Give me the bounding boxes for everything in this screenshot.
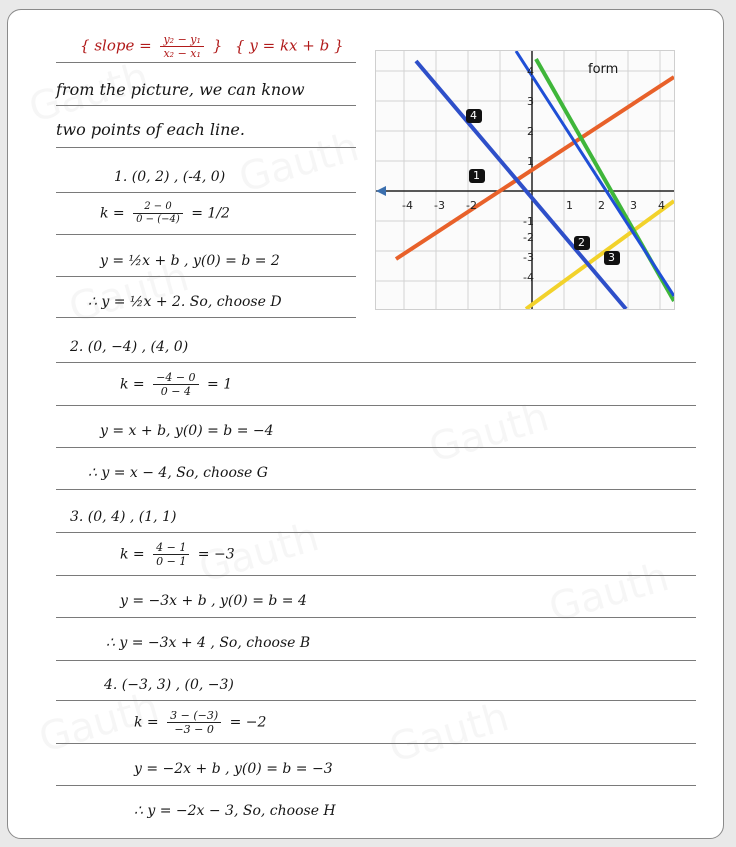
sol4-equation: y = −2x + b , y(0) = b = −3 (134, 761, 333, 777)
x-axis-arrow-icon (376, 186, 386, 196)
intro-line-1: from the picture, we can know (56, 80, 305, 99)
sol3-k-den: 0 − 1 (156, 555, 187, 568)
ruled-line (56, 700, 696, 701)
sol1-k-prefix: k = (100, 205, 125, 222)
ruled-line (56, 234, 356, 235)
sol1-conclusion: ∴ y = ½x + 2. So, choose D (88, 294, 282, 310)
y-tick: -3 (523, 251, 534, 264)
sol4-points: 4. (−3, 3) , (0, −3) (104, 677, 234, 693)
ruled-line (56, 192, 356, 193)
brace-open: { (80, 36, 90, 55)
marker-4: 4 (470, 109, 477, 122)
graph-top-label: form (588, 62, 619, 77)
sol2-k-num: −4 − 0 (153, 372, 198, 385)
x-tick: 4 (658, 199, 665, 212)
line-form: y = kx + b (249, 36, 330, 55)
ruled-line (56, 785, 696, 786)
ruled-line (56, 62, 356, 63)
x-tick: 1 (566, 199, 573, 212)
worksheet-page (7, 9, 724, 839)
ruled-line (56, 575, 696, 576)
watermark (384, 694, 514, 772)
marker-2: 2 (578, 236, 585, 249)
ruled-line (56, 362, 696, 363)
y-tick: 4 (527, 65, 534, 78)
sol1-points: 1. (0, 2) , (-4, 0) (114, 169, 226, 185)
marker-3: 3 (608, 251, 615, 264)
slope-denominator: x₂ − x₁ (163, 47, 201, 60)
y-tick: -1 (523, 215, 534, 228)
sol3-points: 3. (0, 4) , (1, 1) (70, 509, 177, 525)
ruled-line (56, 617, 696, 618)
x-tick: -3 (434, 199, 445, 212)
brace-close: } (212, 36, 223, 55)
sol2-slope (120, 372, 232, 397)
sol4-k-prefix: k = (134, 714, 159, 731)
ruled-line (56, 743, 696, 744)
sol2-k-prefix: k = (120, 376, 145, 393)
x-tick: -4 (402, 199, 413, 212)
x-tick: -2 (466, 199, 477, 212)
y-tick-labels (516, 51, 536, 309)
y-tick: 2 (527, 125, 534, 138)
y-tick: -4 (523, 271, 534, 284)
sol3-k-prefix: k = (120, 546, 145, 563)
sol1-slope (100, 202, 230, 225)
brace-open: { (235, 36, 245, 55)
sol3-conclusion: ∴ y = −3x + 4 , So, choose B (106, 635, 311, 651)
sol4-conclusion: ∴ y = −2x − 3, So, choose H (134, 803, 336, 819)
ruled-line (56, 532, 696, 533)
ruled-line (56, 276, 356, 277)
ruled-line (56, 489, 696, 490)
intro-line-2: two points of each line. (56, 120, 245, 139)
x-tick: 3 (630, 199, 637, 212)
slope-label: slope = (94, 36, 152, 55)
sol4-k-fraction (167, 710, 221, 735)
brace-close: } (333, 36, 344, 55)
watermark (544, 554, 674, 632)
ruled-line (56, 317, 356, 318)
ruled-line (56, 447, 696, 448)
ruled-line (56, 147, 356, 148)
sol1-k-fraction (133, 202, 183, 225)
sol2-k-den: 0 − 4 (160, 385, 191, 398)
ruled-line (56, 405, 696, 406)
sol1-equation: y = ½x + b , y(0) = b = 2 (100, 253, 280, 269)
slope-fraction (160, 34, 203, 59)
sol2-equation: y = x + b, y(0) = b = −4 (100, 423, 274, 439)
slope-numerator: y₂ − y₁ (160, 34, 203, 47)
marker-1: 1 (473, 169, 480, 182)
watermark (234, 124, 364, 202)
sol1-k-den: 0 − (−4) (136, 214, 180, 225)
sol2-k-fraction (153, 372, 198, 397)
sol1-k-num: 2 − 0 (133, 202, 183, 214)
sol2-points: 2. (0, −4) , (4, 0) (70, 339, 189, 355)
ruled-line (56, 660, 696, 661)
sol2-k-result: = 1 (207, 376, 233, 393)
sol4-slope (134, 710, 266, 735)
y-tick: 3 (527, 95, 534, 108)
sol4-k-den: −3 − 0 (174, 723, 214, 736)
sol4-k-result: = −2 (229, 714, 267, 731)
sol3-k-result: = −3 (197, 546, 235, 563)
y-tick: 1 (527, 155, 534, 168)
x-tick: 2 (598, 199, 605, 212)
sol4-k-num: 3 − (−3) (167, 710, 221, 723)
coordinate-graph (375, 50, 675, 310)
sol2-conclusion: ∴ y = x − 4, So, choose G (88, 465, 268, 481)
y-tick: -2 (523, 231, 534, 244)
slope-formula-header (80, 34, 344, 59)
sol3-equation: y = −3x + b , y(0) = b = 4 (120, 593, 307, 609)
sol3-slope (120, 542, 235, 567)
sol3-k-num: 4 − 1 (153, 542, 189, 555)
ruled-line (56, 105, 356, 106)
sol1-k-result: = 1/2 (191, 205, 230, 222)
sol3-k-fraction (153, 542, 189, 567)
